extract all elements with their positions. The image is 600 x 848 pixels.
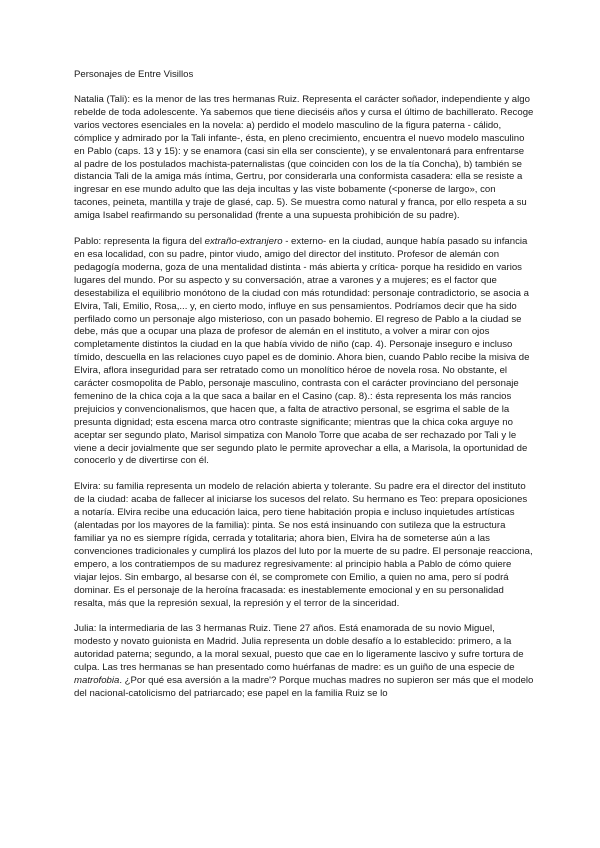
paragraph-text: Pablo: representa la figura del (74, 236, 205, 248)
document-page (74, 68, 534, 714)
italic-term: matrofobia (74, 675, 120, 687)
paragraph-text: Natalia (Tali): es la menor de las tres hermanas Ruiz. Representa el carácter soñador, independiente y algo rebelde de toda adolescente. Ya sabemos que tiene dieciséis años y cursa el último de bachillerato. Recoge varios vectores esenciales en la novela: a) perdido el modelo masculino de la figura paterna - cálido, cómplice y admirado por la Tali infante-, ésta, en pleno crecimiento, encuentra el nuevo modelo masculino en Pablo (caps. 13 y 15): y se enamora (casi sin ella ser consciente), y se envalentonará para enfrentarse al padre de los postulados machista-paternalistas (que coinciden con los de la tía Concha), b) también se distancia Tali de la amiga más íntima, Gertru, por considerarla una conformista casadera: ella se resiste a ingresar en ese mundo adulto que las deja incultas y las viste bobamente (<ponerse de largo», con tacones, peineta, mantilla y traje de glasé, cap. 5). Se muestra como natural y franca, por ello respeta a su amiga Isabel reafirmando su personalidad (frente a una supuesta prohibición de su padre). (74, 94, 534, 222)
paragraph-julia (74, 623, 534, 700)
paragraph-text: Julia: la intermediaria de las 3 hermanas Ruiz. Tiene 27 años. Está enamorada de su novio Miguel, modesto y novato guionista en Madrid. Julia representa un doble desafío a lo establecido: primero, a la autoridad paterna; segundo, a la moral sexual, puesto que cae en lo ligeramente lascivo y sufre tortura de culpa. Las tres hermanas se han presentado como huérfanas de madre: es un guiño de una especie de (74, 623, 524, 674)
paragraph-natalia (74, 94, 534, 223)
document-title: Personajes de Entre Visillos (74, 69, 194, 80)
paragraph-elvira (74, 481, 534, 610)
italic-term: extraño-extranjero (204, 236, 283, 248)
paragraph-pablo (74, 236, 534, 468)
paragraph-text: . ¿Por qué esa aversión a la madre'? Porque muchas madres no supieron ser más que el modelo del nacional-catolicismo del patriarcado; ese papel en la familia Ruiz se lo (74, 675, 534, 699)
paragraph-text: - externo- en la ciudad, aunque había pasado su infancia en esa localidad, con su padre, pintor viudo, amigo del director del instituto. Profesor de alemán con pedagogía moderna, goza de una mentalidad distinta - más abierta y crítica- porque ha residido en varios lugares del mundo. Por su aspecto y su conversación, atrae a varones y a mujeres; es el factor que desestabiliza el equilibrio monótono de la ciudad con más rotundidad: personaje contradictorio, se asocia a Elvira, Tali, Emilio, Rosa,... y, en cierto modo, influye en sus pensamientos. Podríamos decir que ha sido perfilado como un personaje algo misterioso, con un pasado bohemio. El regreso de Pablo a la ciudad se debe, más que a ocupar una plaza de profesor de alemán en el instituto, a volver a mirar con ojos completamente distintos la ciudad en la que había vivido de niño (cap. 4). Personaje inseguro e incluso tímido, descuella en las relaciones cuyo papel es de dominio. Ahora bien, cuando Pablo recibe la misiva de Elvira, aflora inseguridad para ser retratado como un monolítico héroe de novela rosa. No obstante, el carácter cosmopolita de Pablo, personaje masculino, contrasta con el carácter provinciano del personaje femenino de la chica coja a la que saca a bailar en el Casino (cap. 8).: ésta representa los más rancios prejuicios y convencionalismos, que hacen que, a falta de atractivo personal, se esgrima el sable de la presunta dignidad; esta escena marca otro contraste significante; mientras que la chica coka arguye no aceptar ser segundo plato, Marisol simpatiza con Manolo Torre que acaba de ser rechazado por Tali y le viene a decir jovialmente que ser segundo plato le permite aprovechar a ella, a Marisola, la oportunidad de conocerlo y de divertirse con él. (74, 236, 530, 467)
paragraph-text: Elvira: su familia representa un modelo de relación abierta y tolerante. Su padre era el director del instituto de la ciudad: acaba de fallecer al iniciarse los sucesos del relato. Su hermano es Teo: prepara oposiciones a notaría. Elvira recibe una educación laica, pero tiene habitación propia e incluso inquietudes artísticas (alentadas por los mayores de la familia): pinta. Se nos está insinuando con sutileza que la estructura familiar ya no es siempre rígida, cerrada y totalitaria; ahora bien, Elvira ha de someterse aún a las convenciones tradicionales y cumplirá los plazos del luto por la muerte de su padre. El personaje reacciona, empero, a los contratiempos de su madurez regresivamente: al principio habla a Pablo de cómo quiere viajar lejos. Sin embargo, al besarse con él, se compromete con Emilio, a quien no ama, pero sí podrá dominar. Es el personaje de la heroína fracasada: es inestablemente emocional y en su personalidad resalta, más que la represión sexual, la represión y el terror de la sinceridad. (74, 481, 533, 609)
